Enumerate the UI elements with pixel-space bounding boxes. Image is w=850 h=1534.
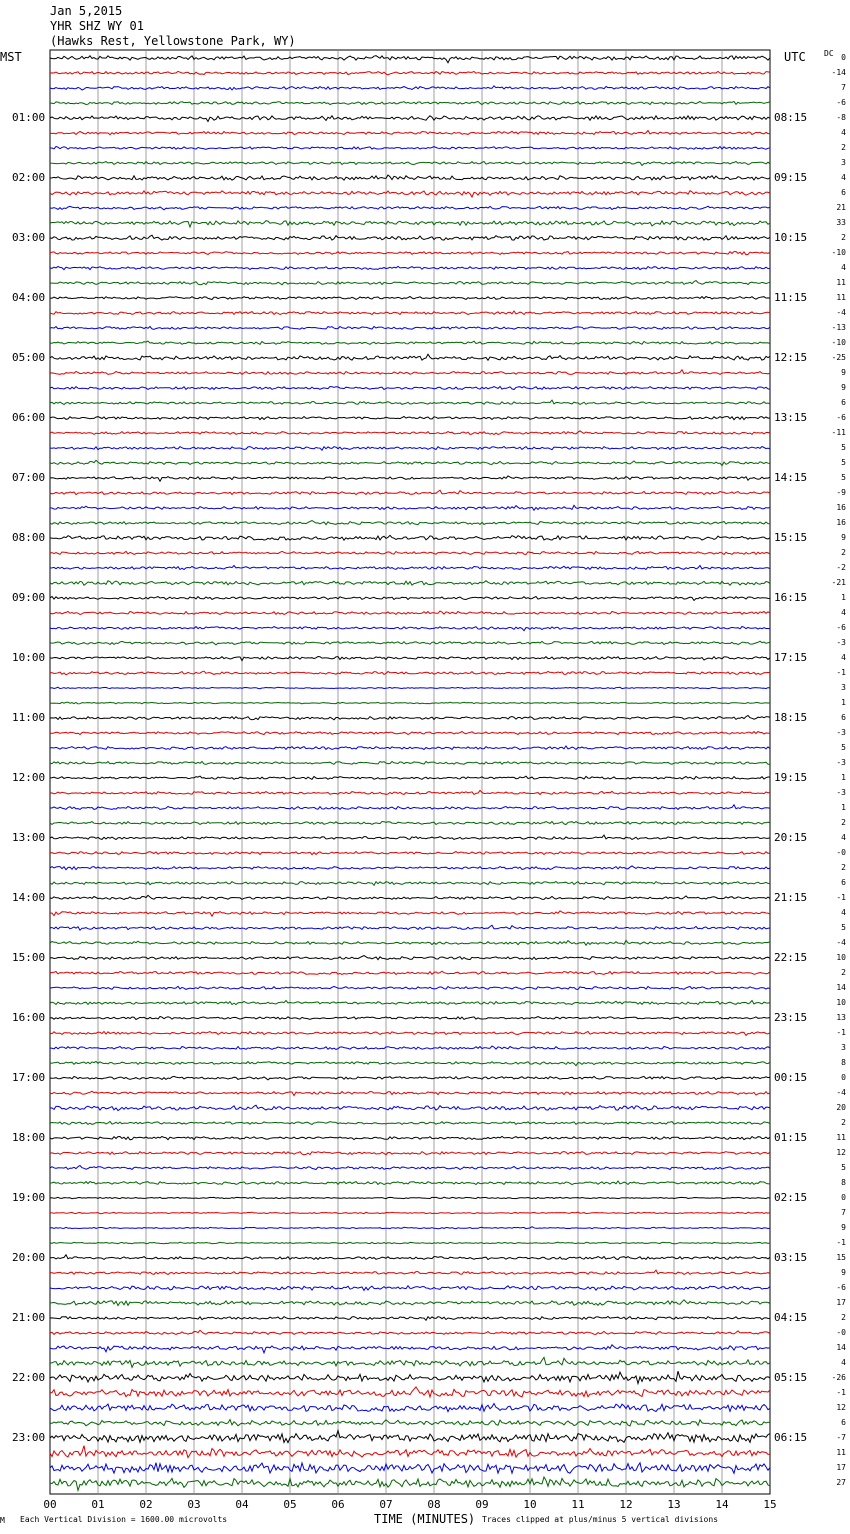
dc-offset-label: -8: [836, 113, 846, 122]
dc-offset-label: -3: [836, 728, 846, 737]
x-tick-label: 09: [475, 1498, 489, 1511]
x-tick-label: 05: [283, 1498, 297, 1511]
trace-line: [50, 687, 770, 689]
trace-line: [50, 1387, 770, 1397]
trace-line: [50, 1357, 770, 1367]
dc-offset-label: 13: [836, 1013, 846, 1022]
trace-line: [50, 1463, 770, 1474]
dc-offset-label: 10: [836, 998, 846, 1007]
trace-line: [50, 387, 770, 390]
trace-line: [50, 1032, 770, 1036]
x-tick-label: 12: [619, 1498, 633, 1511]
trace-line: [50, 866, 770, 870]
trace-line: [50, 1420, 770, 1427]
right-hour-label: 13:15: [774, 411, 808, 424]
dc-offset-label: 14: [836, 1343, 846, 1352]
trace-line: [50, 1477, 770, 1490]
trace-line: [50, 581, 770, 586]
dc-offset-label: -10: [831, 248, 846, 257]
dc-offset-label: -14: [831, 68, 846, 77]
dc-offset-label: 0: [841, 53, 846, 62]
trace-line: [50, 716, 770, 720]
dc-offset-label: 9: [841, 368, 846, 377]
dc-offset-label: 10: [836, 953, 846, 962]
dc-offset-label: -0: [836, 848, 846, 857]
trace-line: [50, 1270, 770, 1274]
dc-offset-label: -1: [836, 1388, 846, 1397]
right-hour-label: 17:15: [774, 651, 808, 664]
dc-offset-label: 3: [841, 158, 846, 167]
dc-offset-label: -1: [836, 1238, 846, 1247]
right-hour-label: 08:15: [774, 111, 808, 124]
dc-offset-label: 8: [841, 1058, 846, 1067]
right-hour-label: 15:15: [774, 531, 808, 544]
trace-line: [50, 447, 770, 451]
trace-line: [50, 852, 770, 855]
left-hour-label: 19:00: [12, 1191, 46, 1204]
right-hour-label: 01:15: [774, 1131, 808, 1144]
trace-line: [50, 1105, 770, 1110]
trace-line: [50, 822, 770, 825]
x-tick-label: 10: [523, 1498, 537, 1511]
trace-line: [50, 1446, 770, 1458]
left-hour-label: 20:00: [12, 1251, 46, 1264]
right-hour-label: 12:15: [774, 351, 808, 364]
dc-offset-label: 4: [841, 833, 846, 842]
dc-offset-label: 1: [841, 773, 846, 782]
dc-offset-label: 2: [841, 233, 846, 242]
dc-offset-label: -10: [831, 338, 846, 347]
trace-line: [50, 341, 770, 344]
dc-offset-label: -26: [831, 1373, 846, 1382]
left-hour-label: 16:00: [12, 1011, 46, 1024]
x-tick-label: 08: [427, 1498, 441, 1511]
right-hour-label: 04:15: [774, 1311, 808, 1324]
trace-line: [50, 911, 770, 916]
dc-offset-label: 4: [841, 608, 846, 617]
dc-offset-label: 11: [836, 293, 846, 302]
trace-line: [50, 1076, 770, 1080]
left-hour-label: 17:00: [12, 1071, 46, 1084]
dc-offset-label: 4: [841, 128, 846, 137]
trace-line: [50, 101, 770, 104]
dc-offset-label: 9: [841, 1268, 846, 1277]
dc-offset-label: -13: [831, 323, 846, 332]
right-hour-label: 06:15: [774, 1431, 808, 1444]
dc-offset-label: 6: [841, 1418, 846, 1427]
trace-line: [50, 597, 770, 601]
trace-line: [50, 566, 770, 570]
dc-offset-label: 6: [841, 713, 846, 722]
right-hour-label: 16:15: [774, 591, 808, 604]
dc-offset-label: 2: [841, 1118, 846, 1127]
dc-offset-label: 0: [841, 1193, 846, 1202]
trace-line: [50, 1062, 770, 1066]
x-axis-title: TIME (MINUTES): [374, 1512, 476, 1526]
left-hour-label: 04:00: [12, 291, 46, 304]
dc-offset-label: 27: [836, 1478, 846, 1487]
dc-offset-label: 6: [841, 188, 846, 197]
left-hour-label: 03:00: [12, 231, 46, 244]
trace-line: [50, 1197, 770, 1199]
trace-line: [50, 1404, 770, 1412]
trace-line: [50, 1255, 770, 1260]
corner-mark: M: [0, 1516, 5, 1525]
trace-line: [50, 732, 770, 735]
dc-offset-label: 9: [841, 1223, 846, 1232]
right-hour-label: 05:15: [774, 1371, 808, 1384]
left-hour-label: 18:00: [12, 1131, 46, 1144]
left-hour-label: 14:00: [12, 891, 46, 904]
dc-offset-label: 0: [841, 1073, 846, 1082]
trace-line: [50, 505, 770, 510]
trace-line: [50, 311, 770, 315]
trace-line: [50, 627, 770, 631]
dc-offset-label: 12: [836, 1148, 846, 1157]
left-hour-label: 21:00: [12, 1311, 46, 1324]
dc-offset-label: 12: [836, 1403, 846, 1412]
dc-offset-label: 2: [841, 968, 846, 977]
dc-offset-label: -25: [831, 353, 846, 362]
x-tick-label: 07: [379, 1498, 393, 1511]
dc-offset-label: -1: [836, 893, 846, 902]
dc-offset-label: 5: [841, 473, 846, 482]
dc-offset-label: 4: [841, 173, 846, 182]
scale-note: Each Vertical Division = 1600.00 microvolts: [20, 1515, 228, 1524]
trace-line: [50, 986, 770, 989]
trace-line: [50, 551, 770, 554]
left-hour-label: 10:00: [12, 651, 46, 664]
dc-offset-label: 11: [836, 1133, 846, 1142]
trace-line: [50, 1212, 770, 1214]
dc-offset-label: 4: [841, 653, 846, 662]
right-hour-label: 11:15: [774, 291, 808, 304]
trace-line: [50, 762, 770, 765]
trace-line: [50, 221, 770, 227]
right-hour-label: 20:15: [774, 831, 808, 844]
trace-line: [50, 116, 770, 122]
trace-line: [50, 535, 770, 540]
clip-note: Traces clipped at plus/minus 5 vertical divisions: [482, 1515, 719, 1524]
dc-offset-label: 2: [841, 1313, 846, 1322]
right-hour-label: 21:15: [774, 891, 808, 904]
trace-line: [50, 835, 770, 839]
trace-line: [50, 790, 770, 794]
dc-offset-label: 17: [836, 1463, 846, 1472]
dc-offset-label: -3: [836, 788, 846, 797]
x-tick-label: 11: [571, 1498, 585, 1511]
trace-line: [50, 1017, 770, 1020]
trace-line: [50, 1371, 770, 1383]
trace-line: [50, 476, 770, 481]
trace-line: [50, 354, 770, 360]
dc-offset-label: -6: [836, 1283, 846, 1292]
trace-line: [50, 297, 770, 300]
trace-line: [50, 56, 770, 63]
trace-line: [50, 327, 770, 330]
dc-offset-label: 2: [841, 548, 846, 557]
dc-offset-label: 4: [841, 263, 846, 272]
trace-line: [50, 235, 770, 240]
trace-line: [50, 460, 770, 465]
left-hour-label: 05:00: [12, 351, 46, 364]
x-tick-label: 03: [187, 1498, 201, 1511]
dc-offset-label: -0: [836, 1328, 846, 1337]
dc-offset-label: -1: [836, 1028, 846, 1037]
dc-offset-label: 9: [841, 533, 846, 542]
trace-line: [50, 776, 770, 779]
trace-line: [50, 1091, 770, 1095]
right-hour-label: 03:15: [774, 1251, 808, 1264]
dc-offset-label: 8: [841, 1178, 846, 1187]
x-tick-label: 14: [715, 1498, 729, 1511]
trace-line: [50, 746, 770, 750]
trace-line: [50, 431, 770, 435]
dc-offset-label: 11: [836, 278, 846, 287]
x-tick-label: 15: [763, 1498, 777, 1511]
dc-offset-label: -4: [836, 308, 846, 317]
dc-offset-label: 2: [841, 143, 846, 152]
dc-offset-label: 1: [841, 698, 846, 707]
dc-offset-label: -6: [836, 98, 846, 107]
left-hour-label: 06:00: [12, 411, 46, 424]
left-hour-label: 02:00: [12, 171, 46, 184]
chart-location: (Hawks Rest, Yellowstone Park, WY): [50, 34, 296, 48]
trace-line: [50, 671, 770, 675]
chart-station: YHR SHZ WY 01: [50, 19, 144, 33]
trace-line: [50, 641, 770, 645]
dc-offset-label: 16: [836, 503, 846, 512]
dc-offset-label: -3: [836, 638, 846, 647]
right-hour-label: 02:15: [774, 1191, 808, 1204]
dc-offset-label: 6: [841, 878, 846, 887]
dc-offset-label: 5: [841, 743, 846, 752]
dc-offset-label: 11: [836, 1448, 846, 1457]
trace-line: [50, 895, 770, 899]
left-hour-label: 12:00: [12, 771, 46, 784]
trace-line: [50, 1166, 770, 1170]
dc-offset-label: -4: [836, 938, 846, 947]
dc-offset-label: 3: [841, 1043, 846, 1052]
dc-offset-label: 5: [841, 458, 846, 467]
dc-offset-label: 5: [841, 443, 846, 452]
dc-offset-label: -1: [836, 668, 846, 677]
trace-line: [50, 400, 770, 404]
right-hour-label: 19:15: [774, 771, 808, 784]
dc-offset-label: 4: [841, 908, 846, 917]
dc-offset-label: 3: [841, 683, 846, 692]
trace-line: [50, 175, 770, 180]
trace-line: [50, 162, 770, 166]
trace-line: [50, 657, 770, 661]
dc-offset-label: -9: [836, 488, 846, 497]
dc-offset-label: 1: [841, 593, 846, 602]
trace-line: [50, 1001, 770, 1005]
left-hour-label: 08:00: [12, 531, 46, 544]
trace-line: [50, 702, 770, 704]
dc-offset-label: 17: [836, 1298, 846, 1307]
dc-offset-label: -11: [831, 428, 846, 437]
right-hour-label: 23:15: [774, 1011, 808, 1024]
left-hour-label: 09:00: [12, 591, 46, 604]
trace-line: [50, 611, 770, 615]
trace-line: [50, 940, 770, 945]
trace-line: [50, 1046, 770, 1050]
dc-offset-label: 20: [836, 1103, 846, 1112]
dc-offset-label: -4: [836, 1088, 846, 1097]
chart-date: Jan 5,2015: [50, 4, 123, 18]
right-hour-label: 00:15: [774, 1071, 808, 1084]
x-tick-label: 04: [235, 1498, 249, 1511]
dc-offset-label: 7: [841, 1208, 846, 1217]
dc-offset-label: -6: [836, 623, 846, 632]
dc-offset-label: 9: [841, 383, 846, 392]
trace-line: [50, 206, 770, 210]
dc-offset-label: 14: [836, 983, 846, 992]
trace-line: [50, 882, 770, 886]
trace-line: [50, 925, 770, 930]
trace-line: [50, 1345, 770, 1353]
left-hour-label: 23:00: [12, 1431, 46, 1444]
x-tick-label: 00: [43, 1498, 57, 1511]
trace-line: [50, 971, 770, 974]
right-hour-label: 18:15: [774, 711, 808, 724]
trace-line: [50, 417, 770, 420]
x-tick-label: 06: [331, 1498, 345, 1511]
dc-header-label: DC: [824, 49, 834, 58]
right-hour-label: 22:15: [774, 951, 808, 964]
dc-offset-label: -21: [831, 578, 846, 587]
trace-line: [50, 1300, 770, 1306]
x-tick-label: 02: [139, 1498, 153, 1511]
trace-line: [50, 1152, 770, 1155]
trace-line: [50, 1136, 770, 1139]
dc-offset-label: 2: [841, 863, 846, 872]
trace-line: [50, 370, 770, 375]
dc-offset-label: -7: [836, 1433, 846, 1442]
left-hour-label: 01:00: [12, 111, 46, 124]
trace-line: [50, 1181, 770, 1185]
dc-offset-label: 7: [841, 83, 846, 92]
dc-offset-label: -3: [836, 758, 846, 767]
trace-line: [50, 490, 770, 494]
dc-offset-label: 16: [836, 518, 846, 527]
trace-line: [50, 191, 770, 197]
trace-line: [50, 1286, 770, 1291]
dc-offset-label: 33: [836, 218, 846, 227]
dc-offset-label: 6: [841, 398, 846, 407]
trace-line: [50, 956, 770, 960]
trace-line: [50, 131, 770, 135]
trace-line: [50, 266, 770, 269]
left-hour-label: 15:00: [12, 951, 46, 964]
left-hour-label: 11:00: [12, 711, 46, 724]
dc-offset-label: 5: [841, 923, 846, 932]
trace-line: [50, 281, 770, 285]
trace-line: [50, 252, 770, 255]
trace-line: [50, 1431, 770, 1443]
left-hour-label: 22:00: [12, 1371, 46, 1384]
right-hour-label: 10:15: [774, 231, 808, 244]
trace-line: [50, 521, 770, 525]
trace-line: [50, 1242, 770, 1244]
left-hour-label: 13:00: [12, 831, 46, 844]
dc-offset-label: -2: [836, 563, 846, 572]
trace-line: [50, 71, 770, 75]
dc-offset-label: 5: [841, 1163, 846, 1172]
right-hour-label: 09:15: [774, 171, 808, 184]
dc-offset-label: 4: [841, 1358, 846, 1367]
dc-offset-label: 21: [836, 203, 846, 212]
trace-line: [50, 86, 770, 90]
trace-line: [50, 147, 770, 150]
x-tick-label: 13: [667, 1498, 681, 1511]
dc-offset-label: -6: [836, 413, 846, 422]
left-zone-label: MST: [0, 50, 22, 64]
trace-line: [50, 1330, 770, 1334]
trace-line: [50, 805, 770, 810]
dc-offset-label: 1: [841, 803, 846, 812]
dc-offset-label: 2: [841, 818, 846, 827]
left-hour-label: 07:00: [12, 471, 46, 484]
dc-offset-label: 15: [836, 1253, 846, 1262]
right-hour-label: 14:15: [774, 471, 808, 484]
trace-line: [50, 1317, 770, 1321]
trace-line: [50, 1227, 770, 1229]
right-zone-label: UTC: [784, 50, 806, 64]
x-tick-label: 01: [91, 1498, 105, 1511]
trace-line: [50, 1122, 770, 1125]
